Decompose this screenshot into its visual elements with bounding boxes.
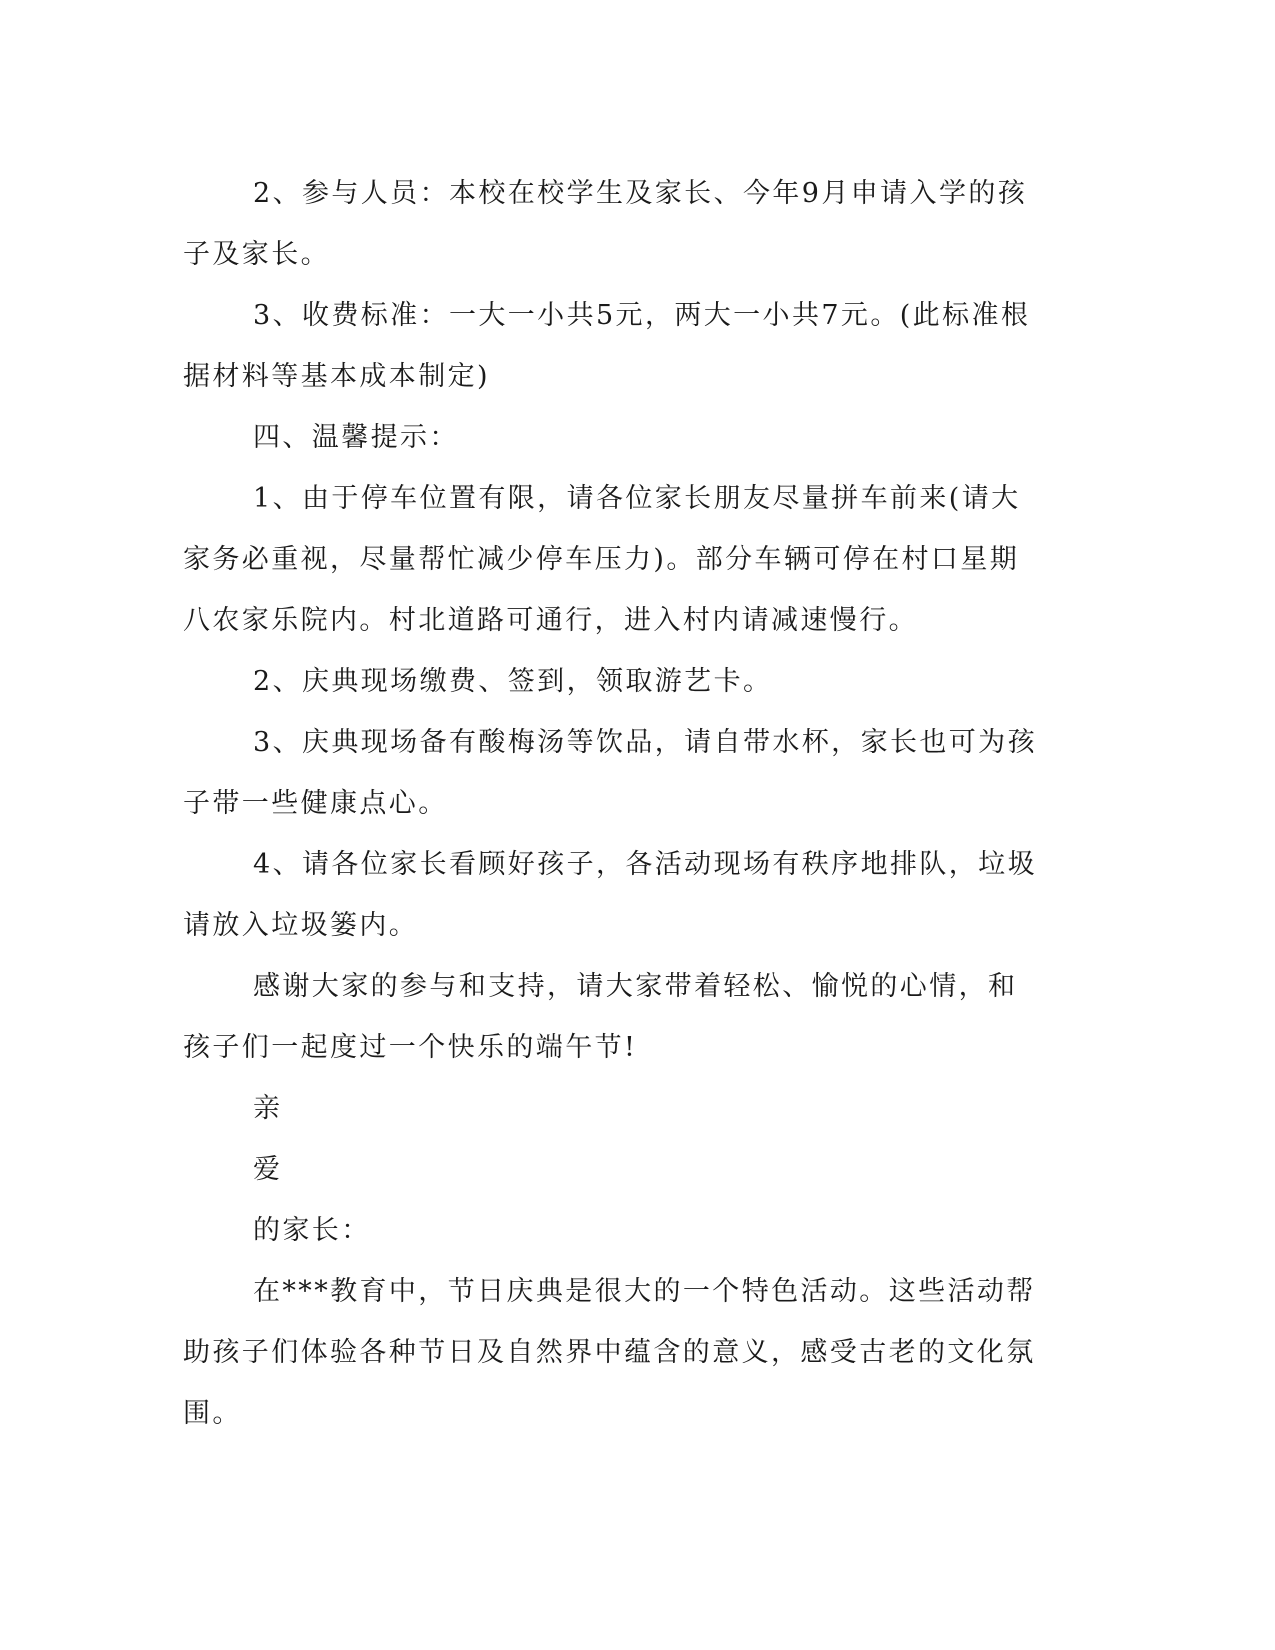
- paragraph-intro: 在***教育中，节日庆典是很大的一个特色活动。这些活动帮助孩子们体验各种节日及自然界中蕴含的意义，感受古老的文化氛围。: [183, 1276, 1036, 1429]
- greeting-line-3: 的家长：: [253, 1215, 371, 1246]
- paragraph-safety: 4、请各位家长看顾好孩子，各活动现场有秩序地排队，垃圾请放入垃圾篓内。: [183, 849, 1037, 941]
- paragraph-drinks: 3、庆典现场备有酸梅汤等饮品，请自带水杯，家长也可为孩子带一些健康点心。: [183, 727, 1037, 819]
- paragraph-fee-standard: 3、收费标准：一大一小共5元，两大一小共7元。(此标准根据材料等基本成本制定): [183, 300, 1031, 392]
- paragraph-signin: 2、庆典现场缴费、签到，领取游艺卡。: [253, 666, 773, 697]
- greeting-line-2: 爱: [253, 1154, 283, 1185]
- greeting-line-1: 亲: [253, 1093, 283, 1124]
- paragraph-parking: 1、由于停车位置有限，请各位家长朋友尽量拼车前来(请大家务必重视，尽量帮忙减少停车压力)。部分车辆可停在村口星期八农家乐院内。村北道路可通行，进入村内请减速慢行。: [183, 483, 1021, 636]
- section-heading-tips: 四、温馨提示：: [253, 422, 459, 453]
- document-body: [183, 163, 1043, 1444]
- paragraph-thanks: 感谢大家的参与和支持，请大家带着轻松、愉悦的心情，和孩子们一起度过一个快乐的端午节!: [183, 971, 1018, 1063]
- paragraph-participants: 2、参与人员：本校在校学生及家长、今年9月申请入学的孩子及家长。: [183, 178, 1028, 270]
